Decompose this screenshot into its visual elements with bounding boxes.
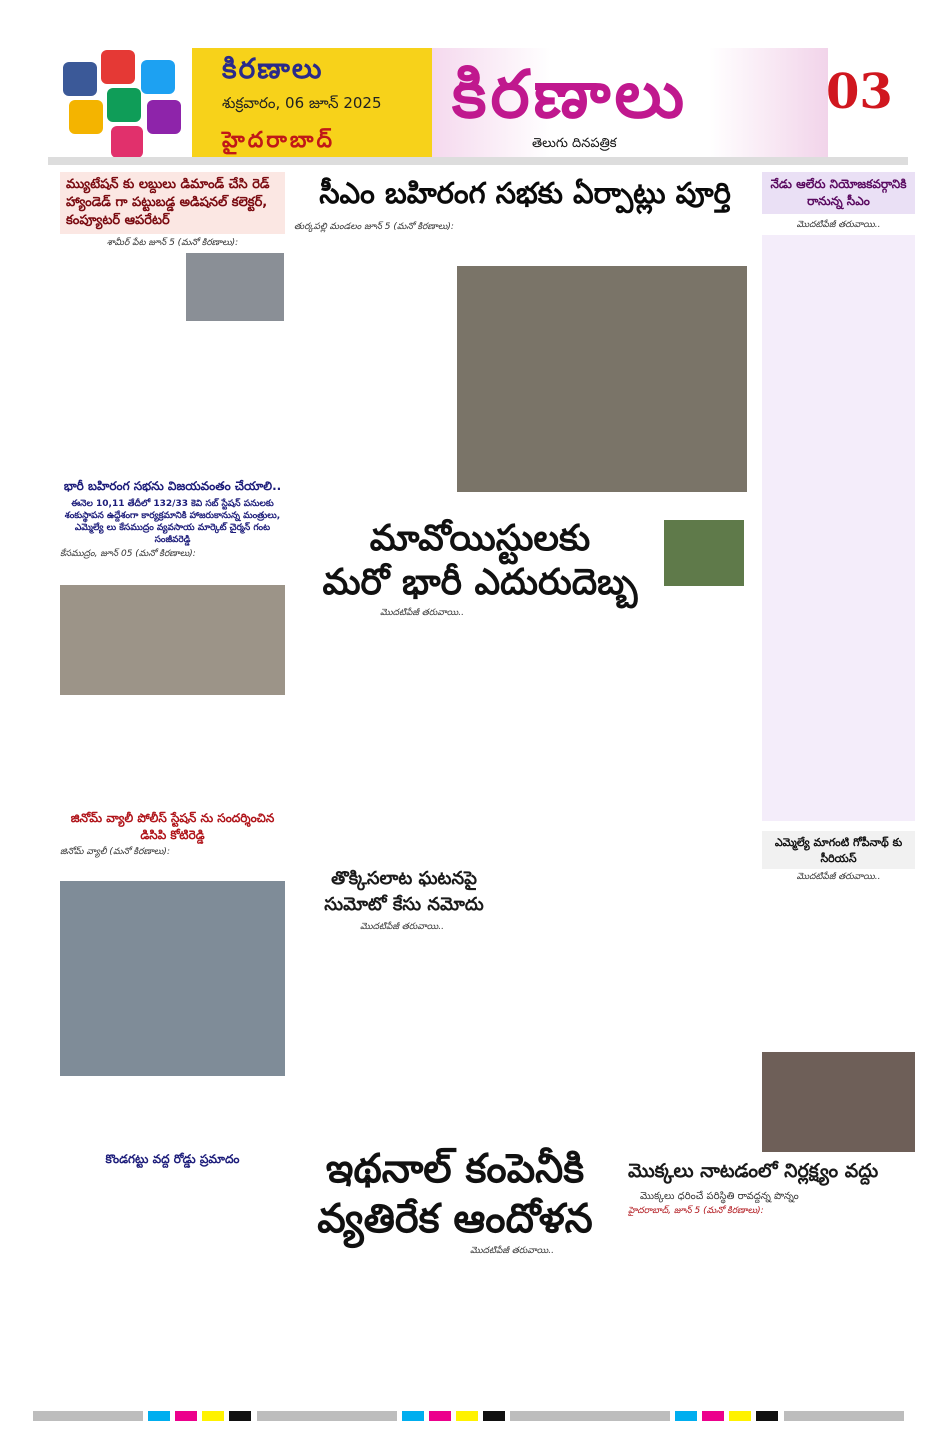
left-story3-headline: జినోమ్ వ్యాలీ పోలీస్ స్టేషన్ ను సందర్శించిన డిసిపి కోటిరెడ్డి	[70, 811, 275, 842]
plants-body	[628, 1220, 910, 1390]
stampede-body	[294, 936, 744, 1150]
left-story2-dateline: కేసముద్రం, జూన్ 05 (మనో కిరణాలు):	[60, 549, 196, 559]
left-story1-headline-box	[60, 172, 285, 234]
right-story2-headline-box	[762, 831, 915, 869]
main-story-photo	[457, 266, 747, 492]
right-story2-body	[762, 884, 915, 1052]
page-number: 03	[826, 64, 893, 120]
left-story2-headline: భారీ బహిరంగ సభను విజయవంతం చేయాలి..	[63, 479, 282, 493]
maoist-photo	[664, 520, 744, 586]
left-story1-body-cont	[60, 373, 285, 473]
left-story2-subhead: ఈనెల 10,11 తేదీలో 132/33 కెవి సబ్ స్టేషన్ పనులకు శంకుస్థాపన ఉద్దేశంగా కార్యక్రమానికి హాజరుకానున్న మంత్రులు, ఎమ్మెల్యే లు కేసముద్రం వ్యవసాయ మార్కెట్ చైర్మన్ గంట సంజీవరెడ్డి	[64, 499, 281, 545]
plants-subhead: మొక్కలు ధరించే పరిస్థితి రావద్దన్న పొన్నం	[640, 1191, 799, 1202]
right-story1-headline: నేడు ఆలేరు నియోజకవర్గానికి రానున్న సీఎం	[770, 177, 907, 208]
plants-headline: మొక్కలు నాటడంలో నిర్లక్ష్యం వద్దు	[628, 1160, 879, 1182]
right-story2-headline: ఎమ్మెల్యే మాగంటి గోపీనాథ్ కు సీరియస్	[774, 836, 903, 865]
maoist-body	[294, 622, 744, 858]
left-story3-photo	[60, 881, 285, 1076]
ethanol-headline-line2: వ్యతిరేక ఆందోళన	[317, 1196, 593, 1242]
left-story2-body	[60, 695, 285, 805]
right-story2-photo	[762, 1052, 915, 1152]
stampede-headline-line1: తొక్కిసలాట ఘటనపై	[331, 868, 477, 889]
newspaper-tagline: తెలుగు దినపత్రిక	[532, 136, 617, 151]
masthead	[0, 0, 945, 160]
left-story2-photo	[60, 585, 285, 695]
right-story2-dateline: మొదటిపేజీ తరువాయి..	[796, 872, 881, 882]
stampede-dateline: మొదటిపేజీ తరువాయి..	[360, 922, 444, 932]
maoist-headline-line2: మరో భారీ ఎదురుదెబ్బ	[322, 562, 638, 603]
masthead-divider	[48, 157, 908, 165]
main-story-body	[294, 236, 452, 504]
left-story1-photo	[186, 253, 284, 321]
maoist-headline-line1: మావోయిస్టులకు	[369, 518, 591, 559]
issue-date: శుక్రవారం, 06 జూన్ 2025	[222, 94, 382, 112]
newspaper-logo: కిరణాలు	[452, 56, 689, 133]
stampede-headline-line2: సుమోటో కేసు నమోదు	[324, 894, 484, 915]
plants-dateline: హైదరాబాద్, జూన్ 5 (మనో కిరణాలు):	[628, 1206, 764, 1216]
main-dateline: తుర్కపల్లి మండలం జూన్ 5 (మనో కిరణాలు):	[294, 222, 454, 232]
print-registration-bar	[0, 1406, 945, 1416]
left-story3-dateline: జినోమ్ వ్యాలీ (మనో కిరణాలు):	[60, 847, 170, 857]
right-column	[762, 172, 915, 1152]
left-column	[60, 172, 285, 1321]
left-story3-body	[60, 1076, 285, 1146]
left-story4-body	[60, 1171, 285, 1321]
mini-logo: కిరణాలు	[222, 52, 324, 85]
left-story4-headline: కొండగట్టు వద్ద రోడ్డు ప్రమాదం	[105, 1152, 240, 1166]
right-story1-dateline: మొదటిపేజీ తరువాయి..	[796, 220, 881, 230]
maoist-dateline: మొదటిపేజీ తరువాయి..	[380, 608, 464, 618]
left-story1-body	[60, 253, 180, 373]
masthead-brand	[432, 48, 828, 160]
ethanol-dateline: మొదటిపేజీ తరువాయి..	[470, 1246, 554, 1256]
ethanol-body	[294, 1260, 614, 1390]
right-story1-headline-box	[762, 172, 915, 214]
masthead-date-box	[192, 48, 432, 160]
left-story1-headline: మ్యుటేషన్ కు లబ్దులు డిమాండ్ చేసి రెడ్ హ్యాండెడ్ గా పట్టుబడ్డ అడిషనల్ కలెక్టర్, కంప్యూటర్ ఆపరేటర్	[66, 177, 270, 228]
edition-city: హైదరాబాద్	[222, 128, 335, 153]
left-story1-dateline: శామీర్ పేట జూన్ 5 (మనో కిరణాలు):	[106, 238, 239, 248]
main-headline: సీఎం బహిరంగ సభకు ఏర్పాట్లు పూర్తి	[319, 176, 731, 210]
right-story1-body	[762, 235, 915, 821]
ethanol-headline-line1: ఇథనాల్ కంపెనీకి	[325, 1146, 585, 1192]
social-media-cubes-image	[55, 42, 190, 160]
